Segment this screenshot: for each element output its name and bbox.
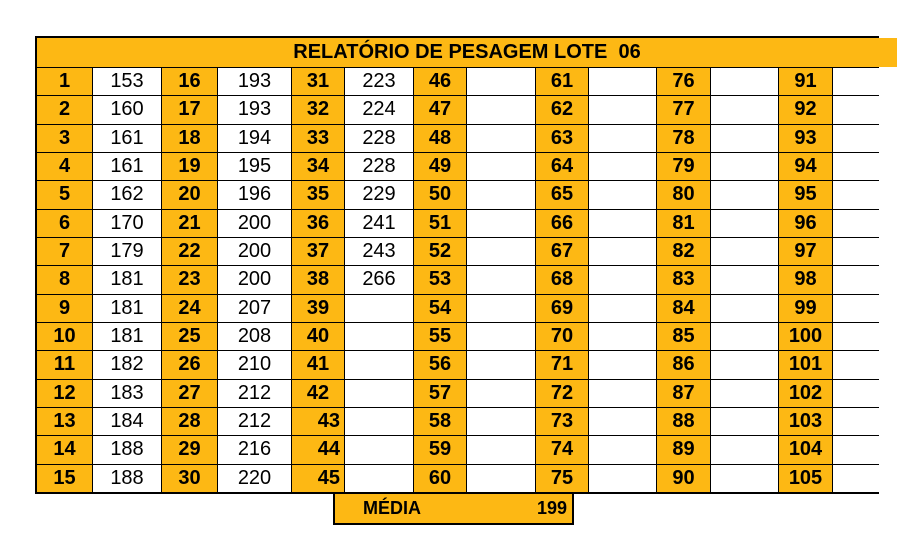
weight-cell: [711, 465, 778, 492]
lot-number-cell: 41: [292, 351, 344, 378]
lot-number-cell: 73: [536, 408, 588, 435]
lot-number-cell: 32: [292, 96, 344, 123]
average-label: MÉDIA: [363, 498, 421, 518]
lot-number-cell: 10: [37, 323, 92, 350]
weight-cell: [833, 408, 897, 435]
weight-cell: [467, 436, 535, 463]
weight-cell: 181: [93, 266, 161, 293]
weight-cell: [345, 351, 413, 378]
weight-cell: 243: [345, 238, 413, 265]
lot-number-cell: 20: [162, 181, 217, 208]
weight-cell: 179: [93, 238, 161, 265]
weight-cell: [833, 181, 897, 208]
weight-cell: [589, 323, 656, 350]
lot-number-cell: 18: [162, 125, 217, 152]
lot-number-cell: 77: [657, 96, 710, 123]
lot-number-cell: 4: [37, 153, 92, 180]
lot-number-cell: 29: [162, 436, 217, 463]
lot-number-cell: 34: [292, 153, 344, 180]
lot-number-cell: 9: [37, 295, 92, 322]
weight-cell: [345, 408, 413, 435]
weight-cell: [833, 153, 897, 180]
lot-number-cell: 35: [292, 181, 344, 208]
weight-cell: [589, 266, 656, 293]
weight-cell: [833, 380, 897, 407]
weight-cell: 212: [218, 380, 291, 407]
weight-cell: 208: [218, 323, 291, 350]
lot-number-cell: 50: [414, 181, 466, 208]
weight-cell: [711, 380, 778, 407]
weight-cell: [711, 408, 778, 435]
lot-number-cell: 2: [37, 96, 92, 123]
lot-number-cell: 42: [292, 380, 344, 407]
weight-cell: [467, 153, 535, 180]
weighing-report-table: [35, 36, 879, 494]
weight-cell: [467, 210, 535, 237]
weight-cell: [589, 238, 656, 265]
weight-cell: [711, 153, 778, 180]
weight-cell: [589, 465, 656, 492]
lot-number-cell: 14: [37, 436, 92, 463]
weight-cell: 188: [93, 465, 161, 492]
lot-number-cell: 48: [414, 125, 466, 152]
weight-cell: [833, 68, 897, 95]
lot-number-cell: 64: [536, 153, 588, 180]
weight-cell: 210: [218, 351, 291, 378]
lot-number-cell: 33: [292, 125, 344, 152]
weight-cell: 228: [345, 153, 413, 180]
lot-number-cell: 71: [536, 351, 588, 378]
lot-number-cell: 101: [779, 351, 832, 378]
lot-number-cell: 56: [414, 351, 466, 378]
lot-number-cell: 79: [657, 153, 710, 180]
weight-cell: [711, 295, 778, 322]
weight-cell: 193: [218, 68, 291, 95]
lot-number-cell: 89: [657, 436, 710, 463]
weight-cell: [711, 436, 778, 463]
weight-cell: 241: [345, 210, 413, 237]
weight-cell: [833, 238, 897, 265]
lot-number-cell: 47: [414, 96, 466, 123]
weight-cell: [833, 295, 897, 322]
lot-number-cell: 94: [779, 153, 832, 180]
weight-cell: 200: [218, 210, 291, 237]
lot-number-cell: 76: [657, 68, 710, 95]
weight-cell: [345, 465, 413, 492]
weight-cell: [711, 210, 778, 237]
weight-cell: [467, 96, 535, 123]
lot-number-cell: 27: [162, 380, 217, 407]
lot-number-cell: 25: [162, 323, 217, 350]
weight-cell: 195: [218, 153, 291, 180]
lot-number-cell: 95: [779, 181, 832, 208]
lot-number-cell: 102: [779, 380, 832, 407]
lot-number-cell: 55: [414, 323, 466, 350]
lot-number-cell: 28: [162, 408, 217, 435]
weight-cell: [345, 380, 413, 407]
weight-cell: [833, 436, 897, 463]
lot-number-cell: 87: [657, 380, 710, 407]
weight-cell: [711, 238, 778, 265]
weight-cell: 188: [93, 436, 161, 463]
weight-cell: [589, 181, 656, 208]
lot-number-cell: 36: [292, 210, 344, 237]
weight-cell: [345, 436, 413, 463]
weight-cell: [589, 210, 656, 237]
weight-cell: [467, 380, 535, 407]
weight-cell: 170: [93, 210, 161, 237]
weight-cell: 216: [218, 436, 291, 463]
lot-number-cell: 22: [162, 238, 217, 265]
weight-cell: [711, 68, 778, 95]
lot-number-cell: 54: [414, 295, 466, 322]
weight-cell: [589, 295, 656, 322]
lot-number-cell: 100: [779, 323, 832, 350]
weight-cell: 224: [345, 96, 413, 123]
lot-number-cell: 40: [292, 323, 344, 350]
lot-number-cell: 99: [779, 295, 832, 322]
weight-cell: 266: [345, 266, 413, 293]
weight-cell: [467, 266, 535, 293]
lot-number-cell: 69: [536, 295, 588, 322]
weight-cell: 181: [93, 323, 161, 350]
weight-cell: 223: [345, 68, 413, 95]
weight-cell: [833, 323, 897, 350]
report-title: RELATÓRIO DE PESAGEM LOTE 06: [37, 38, 897, 67]
lot-number-cell: 15: [37, 465, 92, 492]
lot-number-cell: 104: [779, 436, 832, 463]
lot-number-cell: 103: [779, 408, 832, 435]
lot-number-cell: 58: [414, 408, 466, 435]
lot-number-cell: 90: [657, 465, 710, 492]
weight-cell: 194: [218, 125, 291, 152]
weight-cell: 207: [218, 295, 291, 322]
lot-number-cell: 86: [657, 351, 710, 378]
lot-number-cell: 5: [37, 181, 92, 208]
lot-number-cell: 43: [292, 408, 344, 435]
weight-cell: 183: [93, 380, 161, 407]
weight-cell: [711, 351, 778, 378]
lot-number-cell: 17: [162, 96, 217, 123]
weight-cell: [711, 266, 778, 293]
weight-cell: 160: [93, 96, 161, 123]
weight-cell: [711, 96, 778, 123]
weight-cell: 212: [218, 408, 291, 435]
lot-number-cell: 81: [657, 210, 710, 237]
weight-cell: [467, 323, 535, 350]
lot-number-cell: 12: [37, 380, 92, 407]
lot-number-cell: 51: [414, 210, 466, 237]
lot-number-cell: 82: [657, 238, 710, 265]
weight-cell: [711, 181, 778, 208]
weight-cell: [467, 351, 535, 378]
lot-number-cell: 24: [162, 295, 217, 322]
weight-cell: 153: [93, 68, 161, 95]
weight-cell: 193: [218, 96, 291, 123]
weight-cell: 196: [218, 181, 291, 208]
lot-number-cell: 45: [292, 465, 344, 492]
lot-number-cell: 3: [37, 125, 92, 152]
lot-number-cell: 83: [657, 266, 710, 293]
lot-number-cell: 62: [536, 96, 588, 123]
weight-cell: 220: [218, 465, 291, 492]
lot-number-cell: 46: [414, 68, 466, 95]
lot-number-cell: 39: [292, 295, 344, 322]
lot-number-cell: 78: [657, 125, 710, 152]
weight-cell: [589, 351, 656, 378]
lot-number-cell: 67: [536, 238, 588, 265]
lot-number-cell: 19: [162, 153, 217, 180]
lot-number-cell: 11: [37, 351, 92, 378]
weight-cell: [345, 323, 413, 350]
weight-cell: 184: [93, 408, 161, 435]
weight-cell: [467, 408, 535, 435]
lot-number-cell: 84: [657, 295, 710, 322]
weight-cell: [833, 210, 897, 237]
lot-number-cell: 98: [779, 266, 832, 293]
lot-number-cell: 105: [779, 465, 832, 492]
lot-number-cell: 31: [292, 68, 344, 95]
lot-number-cell: 63: [536, 125, 588, 152]
weight-cell: 162: [93, 181, 161, 208]
lot-number-cell: 53: [414, 266, 466, 293]
lot-number-cell: 60: [414, 465, 466, 492]
lot-number-cell: 93: [779, 125, 832, 152]
weight-cell: [467, 238, 535, 265]
lot-number-cell: 65: [536, 181, 588, 208]
weight-cell: 200: [218, 238, 291, 265]
lot-number-cell: 44: [292, 436, 344, 463]
lot-number-cell: 72: [536, 380, 588, 407]
lot-number-cell: 70: [536, 323, 588, 350]
weight-cell: 229: [345, 181, 413, 208]
lot-number-cell: 92: [779, 96, 832, 123]
weight-cell: [833, 96, 897, 123]
lot-number-cell: 74: [536, 436, 588, 463]
weight-cell: [589, 125, 656, 152]
lot-number-cell: 49: [414, 153, 466, 180]
weight-cell: [589, 153, 656, 180]
lot-number-cell: 13: [37, 408, 92, 435]
lot-number-cell: 97: [779, 238, 832, 265]
lot-number-cell: 91: [779, 68, 832, 95]
average-box: [333, 492, 574, 525]
weight-cell: [467, 295, 535, 322]
lot-number-cell: 21: [162, 210, 217, 237]
lot-number-cell: 57: [414, 380, 466, 407]
weight-cell: 182: [93, 351, 161, 378]
lot-number-cell: 80: [657, 181, 710, 208]
lot-number-cell: 37: [292, 238, 344, 265]
lot-number-cell: 26: [162, 351, 217, 378]
weight-cell: [467, 68, 535, 95]
weight-cell: [833, 266, 897, 293]
weight-cell: [467, 465, 535, 492]
weight-cell: [711, 323, 778, 350]
lot-number-cell: 8: [37, 266, 92, 293]
lot-number-cell: 52: [414, 238, 466, 265]
weight-cell: [833, 125, 897, 152]
lot-number-cell: 7: [37, 238, 92, 265]
weight-cell: [589, 380, 656, 407]
weight-cell: [345, 295, 413, 322]
weight-cell: [589, 68, 656, 95]
lot-number-cell: 61: [536, 68, 588, 95]
lot-number-cell: 68: [536, 266, 588, 293]
weight-cell: 161: [93, 153, 161, 180]
lot-number-cell: 85: [657, 323, 710, 350]
weight-cell: 200: [218, 266, 291, 293]
lot-number-cell: 96: [779, 210, 832, 237]
weight-cell: 161: [93, 125, 161, 152]
lot-number-cell: 59: [414, 436, 466, 463]
lot-number-cell: 1: [37, 68, 92, 95]
weight-cell: [467, 125, 535, 152]
weight-cell: [467, 181, 535, 208]
lot-number-cell: 23: [162, 266, 217, 293]
average-value: 199: [536, 498, 567, 518]
lot-number-cell: 6: [37, 210, 92, 237]
lot-number-cell: 75: [536, 465, 588, 492]
lot-number-cell: 66: [536, 210, 588, 237]
lot-number-cell: 16: [162, 68, 217, 95]
weight-cell: 228: [345, 125, 413, 152]
weight-cell: [589, 408, 656, 435]
weight-cell: [589, 96, 656, 123]
weight-cell: [833, 465, 897, 492]
lot-number-cell: 88: [657, 408, 710, 435]
weight-cell: [833, 351, 897, 378]
lot-number-cell: 30: [162, 465, 217, 492]
lot-number-cell: 38: [292, 266, 344, 293]
weight-cell: [589, 436, 656, 463]
weight-cell: 181: [93, 295, 161, 322]
weight-cell: [711, 125, 778, 152]
